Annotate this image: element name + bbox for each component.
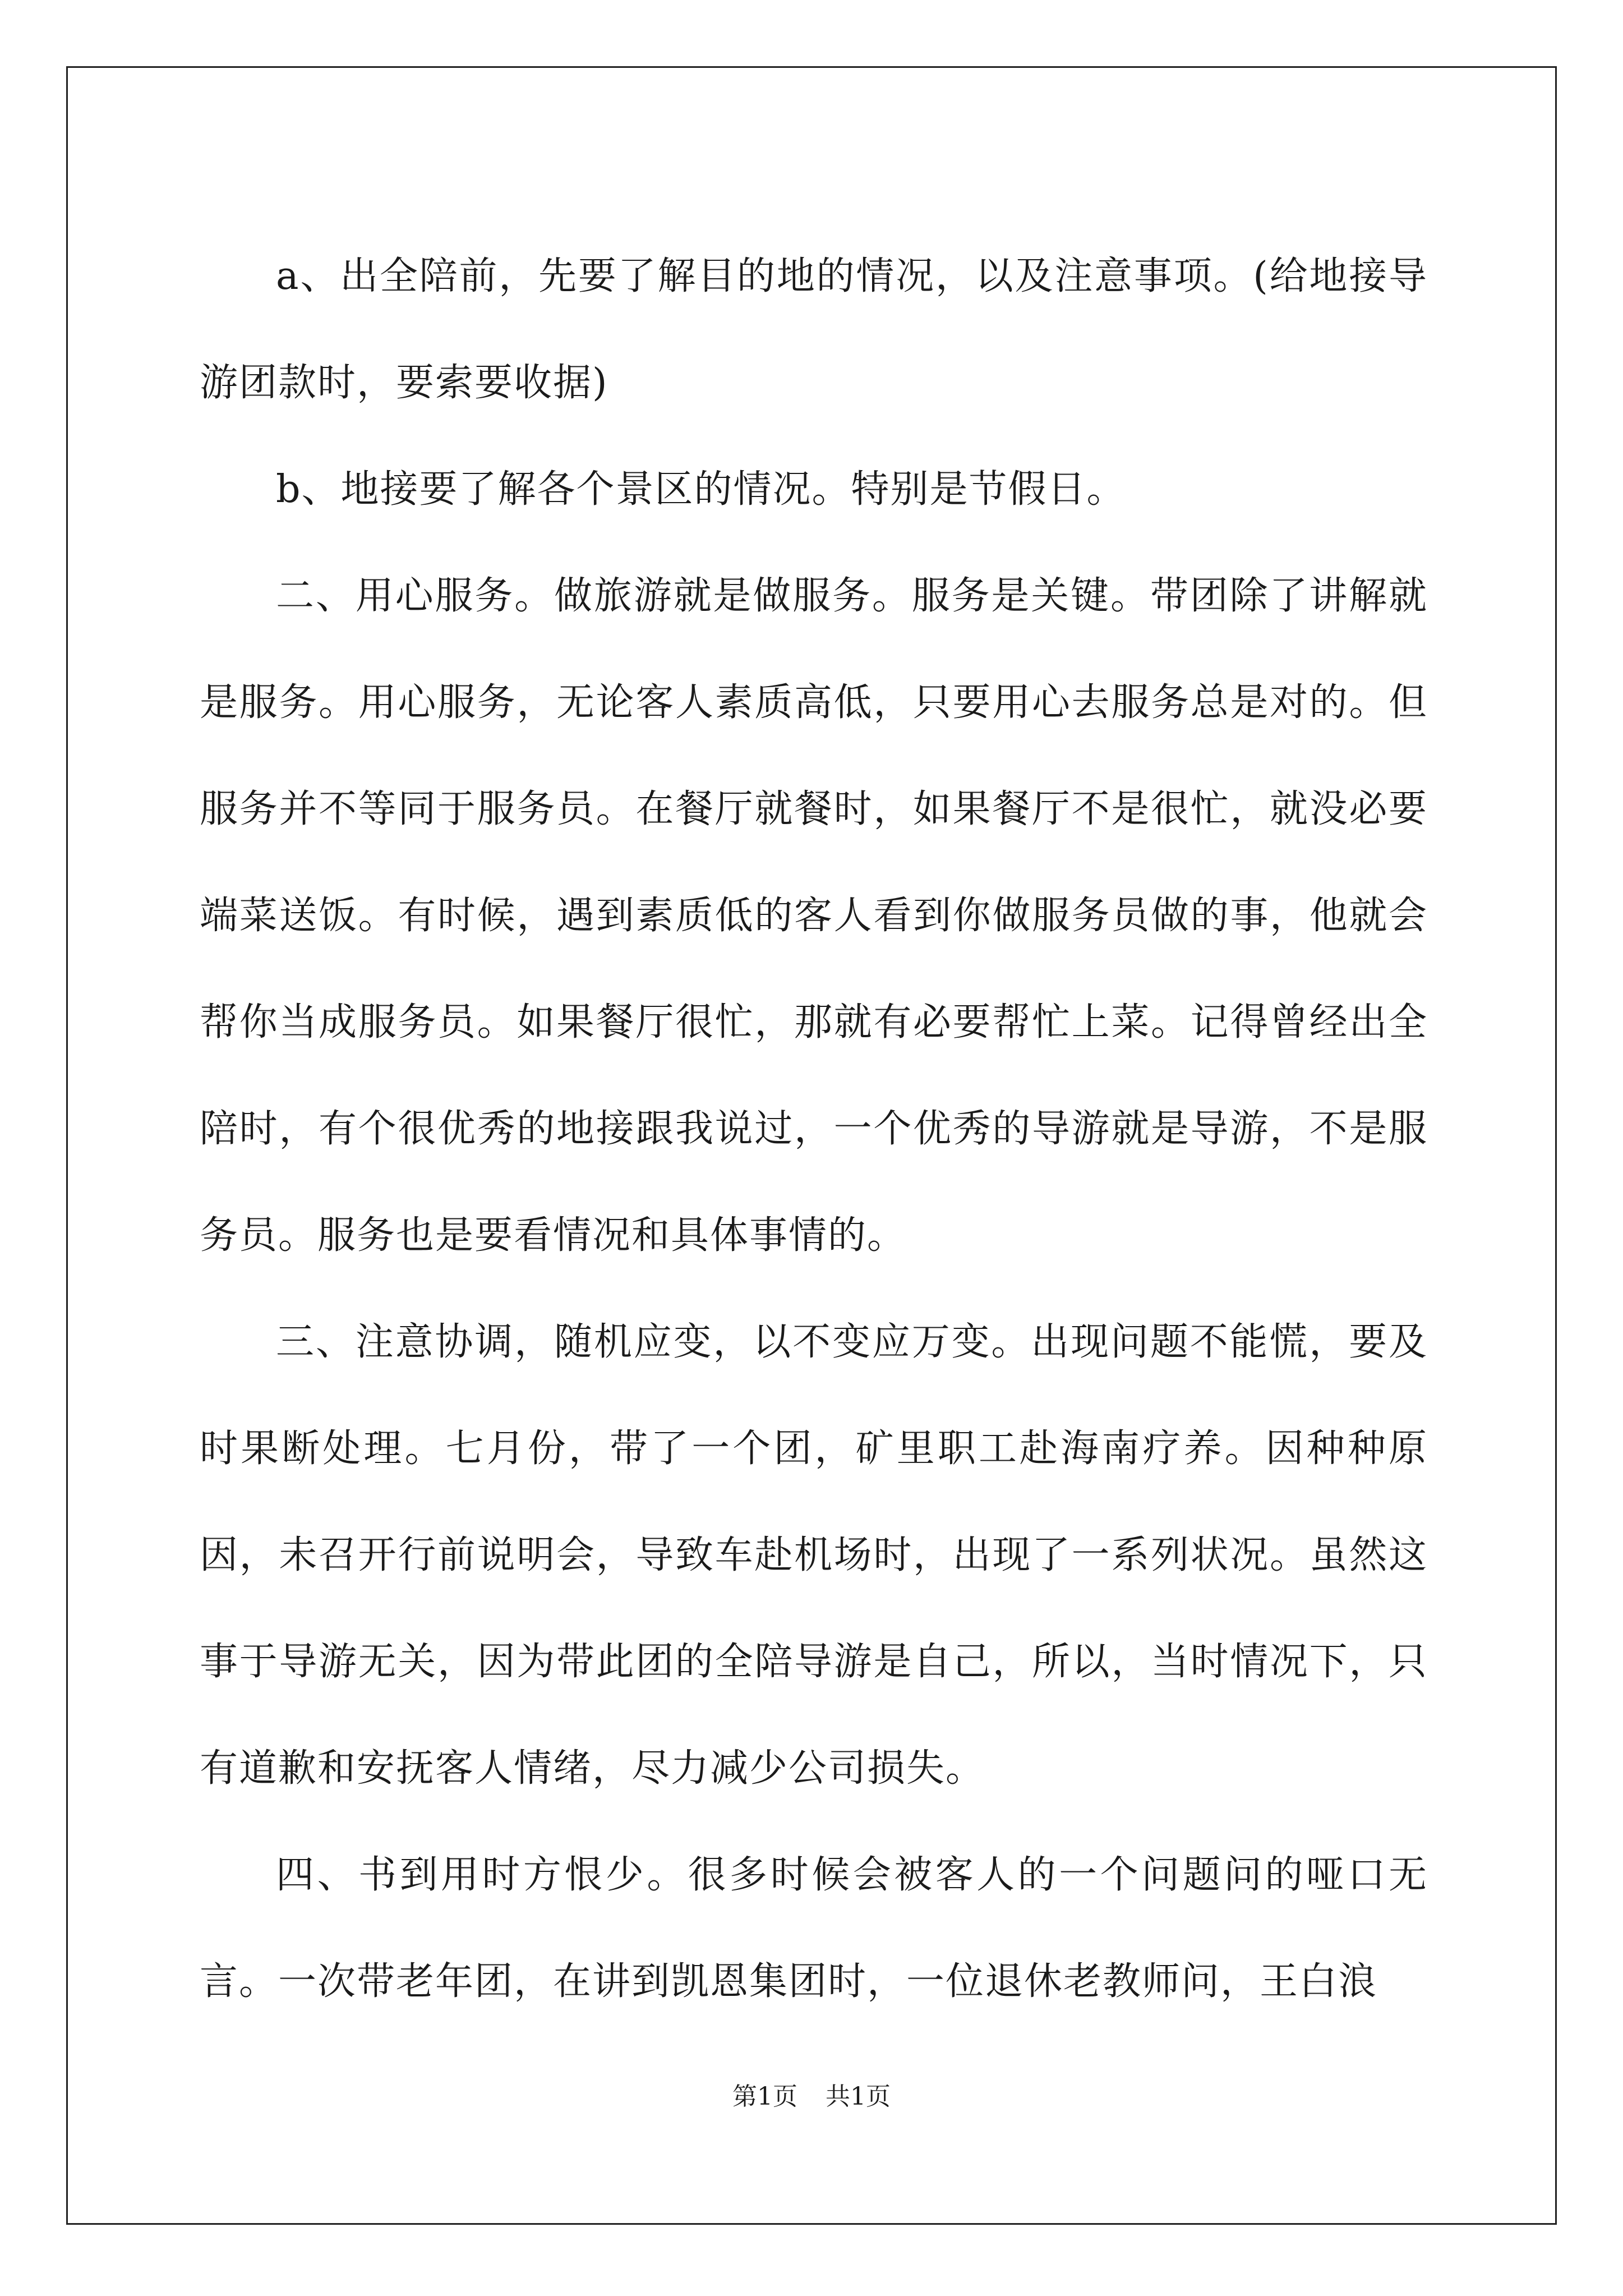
paragraph: b、地接要了解各个景区的情况。特别是节假日。 <box>276 467 1126 512</box>
document-body <box>200 223 1428 2035</box>
page-number-total: 共1页 <box>826 2082 891 2111</box>
page-footer <box>0 2080 1623 2114</box>
paragraph: 四、书到用时方恨少。很多时候会被客人的一个问题问的哑口无言。一次带老年团，在讲到凯恩集团时，一位退休老教师问，王白浪 <box>200 1853 1428 2004</box>
paragraph: 二、用心服务。做旅游就是做服务。服务是关键。带团除了讲解就是服务。用心服务，无论客人素质高低，只要用心去服务总是对的。但服务并不等同于服务员。在餐厅就餐时，如果餐厅不是很忙，就没必要端菜送饭。有时候，遇到素质低的客人看到你做服务员做的事，他就会帮你当成服务员。如果餐厅很忙，那就有必要帮忙上菜。记得曾经出全陪时，有个很优秀的地接跟我说过，一个优秀的导游就是导游，不是服务员。服务也是要看情况和具体事情的。 <box>200 574 1428 1258</box>
page-number-current: 第1页 <box>732 2082 797 2111</box>
paragraph: 三、注意协调，随机应变，以不变应万变。出现问题不能慌，要及时果断处理。七月份，带了一个团，矿里职工赴海南疗养。因种种原因，未召开行前说明会，导致车赴机场时，出现了一系列状况。虽然这事于导游无关，因为带此团的全陪导游是自己，所以，当时情况下，只有道歉和安抚客人情绪，尽力减少公司损失。 <box>200 1320 1428 1791</box>
paragraph: a、出全陪前，先要了解目的地的情况，以及注意事项。(给地接导游团款时，要索要收据) <box>200 254 1428 405</box>
